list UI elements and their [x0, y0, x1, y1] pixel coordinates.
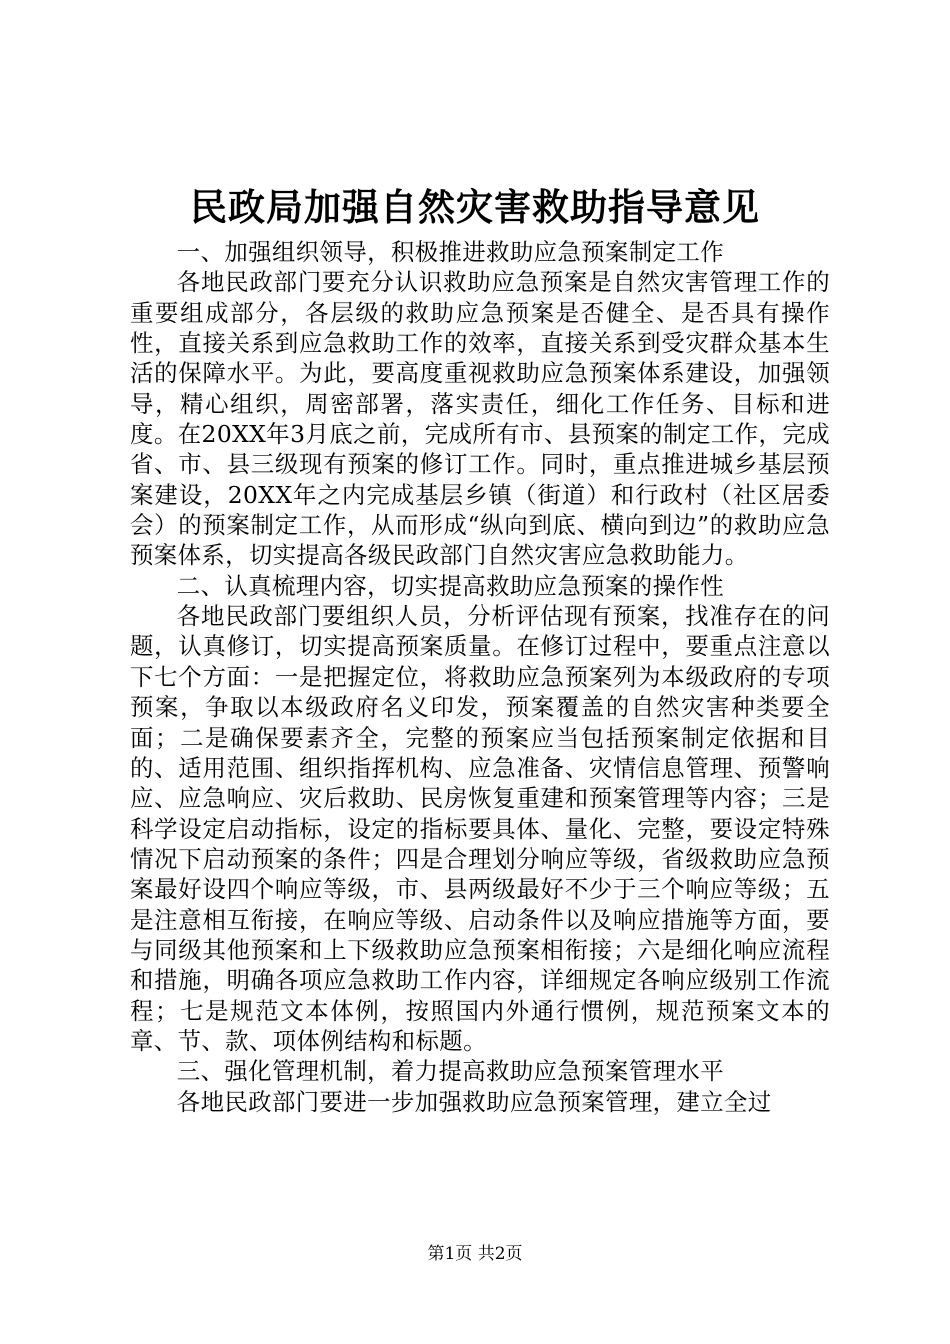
section-heading-1: 一、加强组织领导，积极推进救助应急预案制定工作: [176, 238, 724, 266]
document-body: [130, 237, 830, 1117]
section-paragraph-3: 各地民政部门要进一步加强救助应急预案管理，建立全过: [176, 1087, 772, 1116]
document-title: 民政局加强自然灾害救助指导意见: [190, 185, 760, 229]
section-heading-3: 三、强化管理机制，着力提高救助应急预案管理水平: [176, 1057, 724, 1086]
section-heading-2: 二、认真梳理内容，切实提高救助应急预案的操作性: [176, 571, 724, 600]
section-paragraph-1: 各地民政部门要充分认识救助应急预案是自然灾害管理工作的重要组成部分，各层级的救助应急预案是否健全、是否具有操作性，直接关系到应急救助工作的效率，直接关系到受灾群众基本生活的保障水平。为此，要高度重视救助应急预案体系建设，加强领导，精心组织，周密部署，落实责任，细化工作任务、目标和进度。在20XX年3月底之前，完成所有市、县预案的制定工作，完成省、市、县三级现有预案的修订工作。同时，重点推进城乡基层预案建设，20XX年之内完成基层乡镇（街道）和行政村（社区居委会）的预案制定工作，从而形成“纵向到底、横向到边”的救助应急预案体系，切实提高各级民政部门自然灾害应急救助能力。: [130, 268, 830, 570]
page-number-footer: 第1页 共2页: [427, 1244, 523, 1264]
section-paragraph-2: 各地民政部门要组织人员，分析评估现有预案，找准存在的问题，认真修订，切实提高预案质量。在修订过程中，要重点注意以下七个方面：一是把握定位，将救助应急预案列为本级政府的专项预案，争取以本级政府名义印发，预案覆盖的自然灾害种类要全面；二是确保要素齐全，完整的预案应当包括预案制定依据和目的、适用范围、组织指挥机构、应急准备、灾情信息管理、预警响应、应急响应、灾后救助、民房恢复重建和预案管理等内容；三是科学设定启动指标，设定的指标要具体、量化、完整，要设定特殊情况下启动预案的条件；四是合理划分响应等级，省级救助应急预案最好设四个响应等级，市、县两级最好不少于三个响应等级；五是注意相互衔接，在响应等级、启动条件以及响应措施等方面，要与同级其他预案和上下级救助应急预案相衔接；六是细化响应流程和措施，明确各项应急救助工作内容，详细规定各响应级别工作流程；七是规范文本体例，按照国内外通行惯例，规范预案文本的章、节、款、项体例结构和标题。: [130, 602, 830, 1055]
